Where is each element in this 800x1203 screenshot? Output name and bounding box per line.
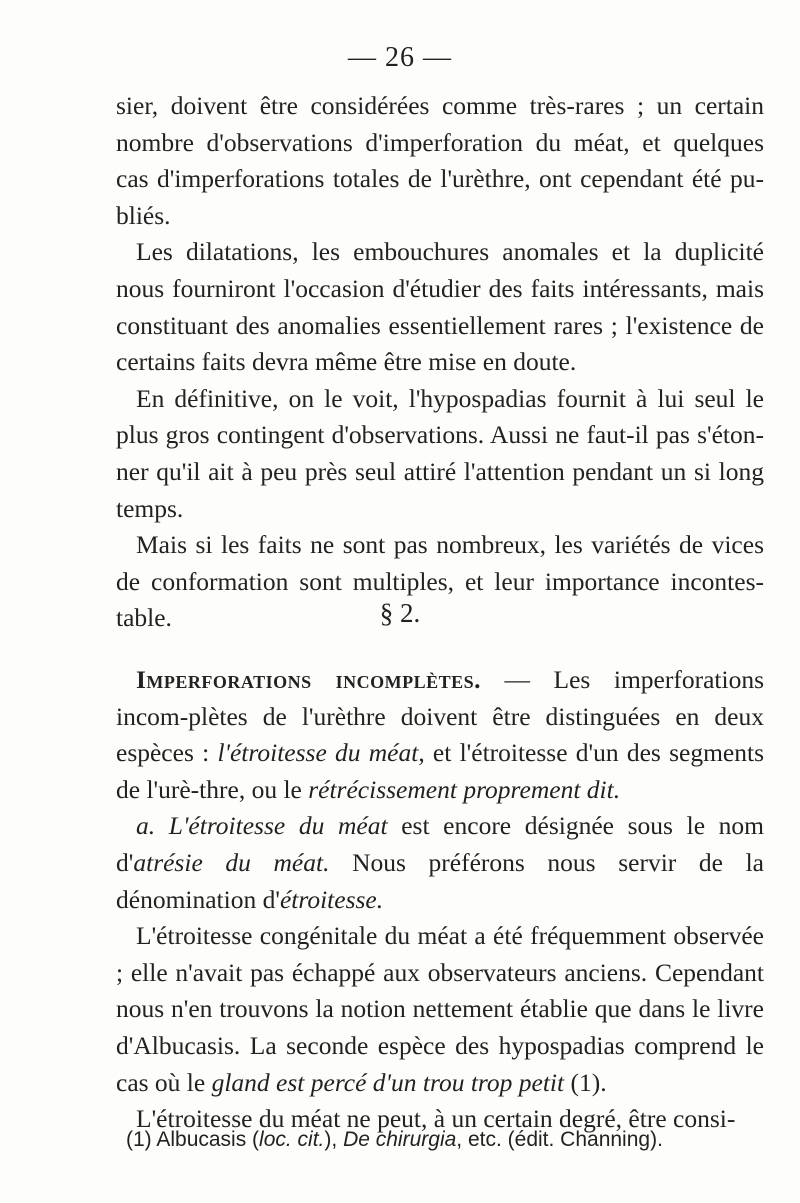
section-p2-letter: a.: [136, 811, 169, 841]
section-paragraph-4: L'étroitesse du méat ne peut, à un certain degré, être consi-: [136, 1104, 736, 1134]
paragraph-1: sier, doivent être considérées comme très-rares ; un certain nombre d'observations d'imperforation du méat, et quelques cas d'imperforations totales de l'urèthre, ont cependant été pu-bliés.: [116, 91, 764, 230]
section-p2-text-a: est encore désignée sous le nom d': [116, 811, 764, 877]
section-p1-text-a: — Les imperforations incom-plètes de l'urèthre doivent être distinguées en deux espèces :: [116, 665, 764, 768]
paragraph-3: En définitive, on le voit, l'hypospadias fournit à lui seul le plus gros contingent d'observations. Aussi ne faut-il pas s'éton-ner qu'il ait à peu près seul attiré l'attention pendant un si long temps.: [116, 383, 764, 523]
section-mark: § 2.: [379, 598, 421, 628]
section-p1-italic-a: l'étroitesse du méat: [217, 738, 419, 768]
paragraph-2: Les dilatations, les embouchures anomales et la duplicité nous fourniront l'occasion d'étudier des faits intéressants, mais constituant des anomalies essentiellement rares ; l'existence de certains faits devra même être mise en doute.: [116, 237, 764, 377]
section-p2-text-b: Nous préférons nous servir de la dénomination d': [116, 847, 764, 914]
footnote-text-b: ),: [324, 1128, 344, 1151]
page-number: — 26 —: [348, 42, 452, 73]
section-p1-text-b: , et l'étroitesse d'un des segments de l'urè-thre, ou le: [116, 738, 764, 804]
section-paragraph-1: [116, 662, 764, 808]
footnote: [126, 1126, 766, 1154]
section-p1-italic-b: rétrécissement proprement dit.: [308, 774, 621, 804]
section-paragraph-2: [116, 808, 764, 918]
footnote-text-c: , etc. (édit. Channing).: [456, 1128, 663, 1151]
section-p3-text-b: (1).: [564, 1067, 607, 1097]
section-p3-text-a: L'étroitesse congénitale du méat a été fréquemment observée ; elle n'avait pas échappé aux observateurs anciens. Cependant nous n'en trouvons la notion nettement établie que dans le livre d'Albucasis. La seconde espèce des hypospadias comprend le cas où le: [116, 921, 764, 1097]
footnote-text-a: (1) Albucasis (: [126, 1128, 260, 1151]
paragraph-4: Mais si les faits ne sont pas nombreux, les variétés de vices de conformation sont multiples, et leur importance incontes-table.: [116, 530, 764, 633]
section-p2-italic-a: L'étroitesse du méat: [168, 811, 388, 841]
footnote-italic-a: loc. cit.: [259, 1128, 325, 1151]
section-text: [116, 662, 764, 1138]
section-p2-italic-c: étroitesse.: [279, 884, 384, 914]
section-paragraph-3: [116, 918, 764, 1101]
section-p2-italic-b: atrésie du méat.: [133, 847, 330, 877]
section-p3-italic: gland est percé d'un trou trop petit: [211, 1067, 565, 1097]
footnote-italic-b: De chirurgia: [343, 1128, 457, 1151]
upper-text: [116, 88, 764, 637]
section-heading: Imperforations incomplètes.: [136, 665, 482, 694]
